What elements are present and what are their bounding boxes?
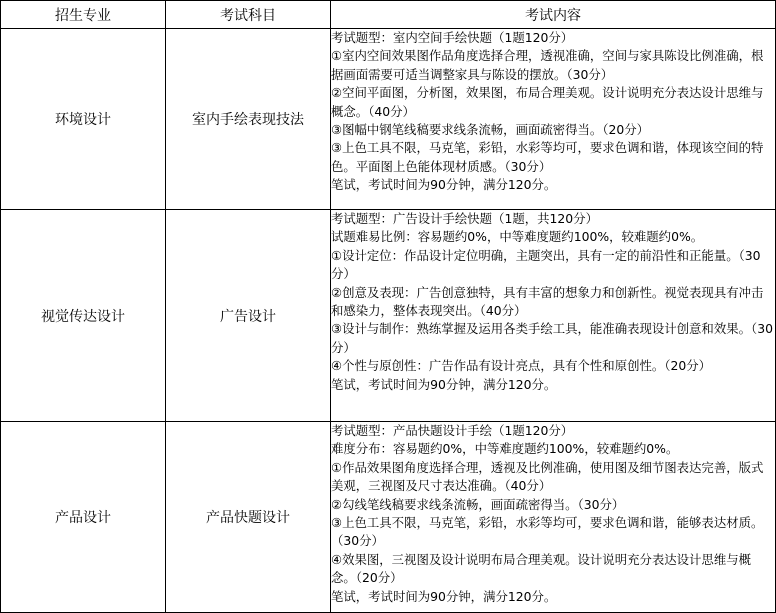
- major-cell: 视觉传达设计: [1, 210, 166, 422]
- content-line: ③上色工具不限，马克笔，彩铅，水彩等均可，要求色调和谐，能够表达材质。（30分）: [331, 515, 764, 549]
- subject-cell: 广告设计: [166, 210, 331, 422]
- content-line: ④效果图，三视图及设计说明布局合理美观。设计说明充分表达设计思维与概念。（20分）: [331, 551, 751, 586]
- content-line: ②创意及表现：广告创意独特，具有丰富的想象力和创新性。视觉表现具有冲击和感染力，整体表现突出。（40分）: [331, 284, 764, 319]
- major-cell: 环境设计: [1, 29, 166, 210]
- header-row: [1, 1, 776, 29]
- content-line: 考试题型：室内空间手绘快题（1题120分）: [331, 30, 574, 45]
- content-line: ④个性与原创性：广告作品有设计亮点，具有个性和原创性。（20分）: [331, 358, 712, 374]
- content-line: 考试题型：广告设计手绘快题（1题，共120分）: [331, 211, 598, 226]
- content-line: ②空间平面图，分析图，效果图，布局合理美观。设计说明充分表达设计思维与概念。（40分）: [331, 85, 764, 119]
- header-major: 招生专业: [1, 1, 166, 29]
- header-content: 考试内容: [331, 1, 776, 29]
- content-cell: [331, 422, 776, 613]
- content-line: 笔试，考试时间为90分钟，满分120分。: [331, 376, 557, 392]
- table-row: [1, 210, 776, 422]
- subject-cell: 产品快题设计: [166, 422, 331, 613]
- content-line: ①作品效果图角度选择合理，透视及比例准确，使用图及细节图表达完善，版式美观，三视图及尺寸表达准确。（40分）: [331, 459, 764, 494]
- content-line: ③上色工具不限，马克笔，彩铅，水彩等均可，要求色调和谐，体现该空间的特色。平面图上色能体现材质感。（30分）: [331, 140, 764, 174]
- content-cell: [331, 29, 776, 210]
- content-cell: [331, 210, 776, 422]
- content-line: 难度分布：容易题约0%，中等难度题约100%，较难题约0%。: [331, 441, 679, 457]
- major-cell: 产品设计: [1, 422, 166, 613]
- subject-cell: 室内手绘表现技法: [166, 29, 331, 210]
- content-line: 笔试，考试时间为90分钟，满分120分。: [331, 588, 557, 604]
- table-row: [1, 29, 776, 210]
- content-line: 考试题型：产品快题设计手绘（1题120分）: [331, 423, 574, 438]
- header-subject: 考试科目: [166, 1, 331, 29]
- content-line: ①设计定位：作品设计定位明确，主题突出，具有一定的前沿性和正能量。（30分）: [331, 247, 761, 282]
- content-line: 试题难易比例：容易题约0%，中等难度题约100%，较难题约0%。: [331, 229, 704, 245]
- content-line: ②勾线笔线稿要求线条流畅，画面疏密得当。（30分）: [331, 496, 625, 512]
- content-line: ③图幅中钢笔线稿要求线条流畅，画面疏密得当。（20分）: [331, 122, 650, 138]
- content-line: 笔试，考试时间为90分钟，满分120分。: [331, 177, 557, 193]
- content-line: ③设计与制作：熟练掌握及运用各类手绘工具，能准确表现设计创意和效果。（30分）: [331, 321, 773, 355]
- table-row: [1, 422, 776, 613]
- content-line: ①室内空间效果图作品角度选择合理，透视准确，空间与家具陈设比例准确，根据画面需要可适当调整家具与陈设的摆放。（30分）: [331, 48, 764, 82]
